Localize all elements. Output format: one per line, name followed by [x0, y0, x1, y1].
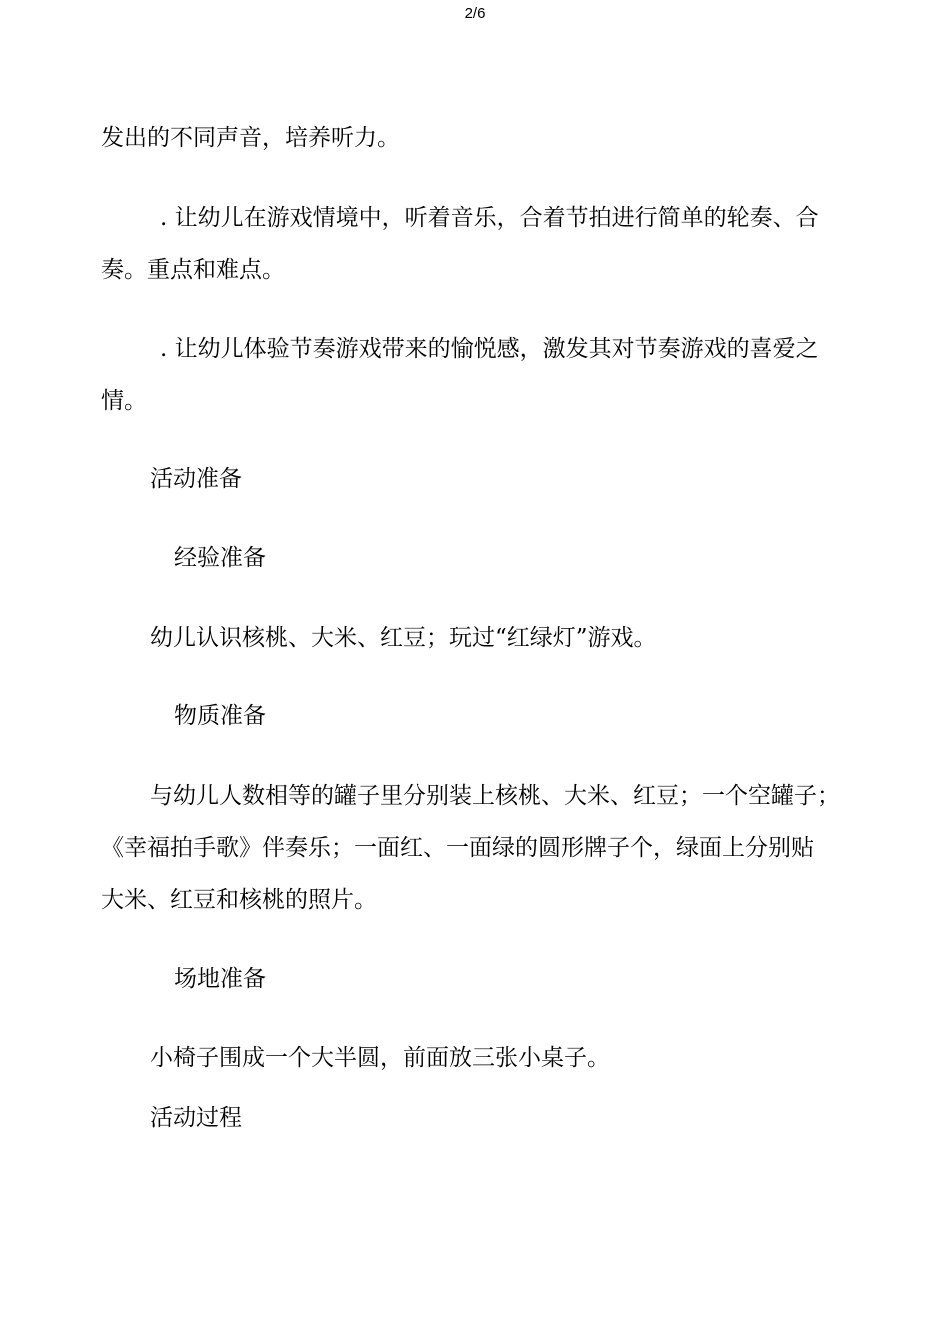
body-text-line: 奏。重点和难点。: [101, 257, 285, 283]
section-heading: 活动准备: [150, 466, 242, 492]
body-text-line: 幼儿认识核桃、大米、红豆；玩过“红绿灯”游戏。: [150, 625, 657, 651]
list-item-line: . 让幼儿在游戏情境中，听着音乐，合着节拍进行简单的轮奏、合: [160, 205, 819, 231]
body-text-line: 大米、红豆和核桃的照片。: [101, 887, 377, 913]
subsection-heading: 经验准备: [174, 545, 266, 571]
subsection-heading: 场地准备: [174, 966, 266, 992]
body-text-line: 小椅子围成一个大半圆，前面放三张小桌子。: [150, 1045, 610, 1071]
section-heading: 活动过程: [150, 1105, 242, 1131]
body-text-line: 《幸福拍手歌》伴奏乐；一面红、一面绿的圆形牌子个，绿面上分别贴: [101, 835, 814, 861]
page-number: 2/6: [464, 5, 486, 22]
subsection-heading: 物质准备: [174, 703, 266, 729]
body-text-line: 与幼儿人数相等的罐子里分别装上核桃、大米、红豆；一个空罐子；: [150, 783, 840, 809]
body-text-line: 情。: [101, 388, 147, 414]
body-text-line: 发出的不同声音，培养听力。: [101, 125, 400, 151]
list-item-line: . 让幼儿体验节奏游戏带来的愉悦感，激发其对节奏游戏的喜爱之: [160, 336, 819, 362]
